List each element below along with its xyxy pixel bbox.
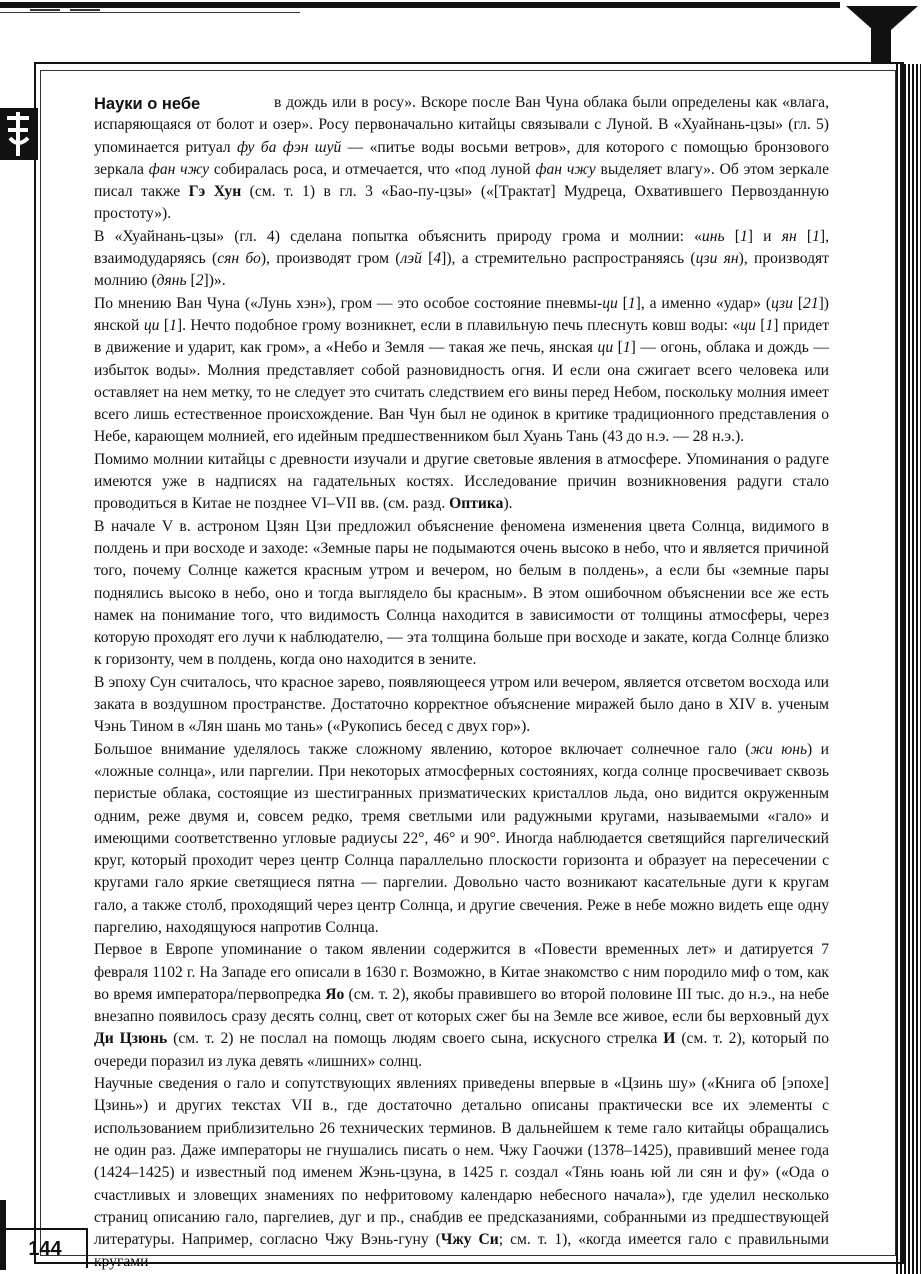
transliterated-term: фан чжу bbox=[148, 160, 210, 178]
text-run: — «питье воды восьми ветров», для которого с помощью бронзового зеркала bbox=[94, 138, 829, 178]
text-run: [ bbox=[792, 294, 804, 312]
text-run: ])». bbox=[203, 272, 226, 290]
text-run: Помимо молнии китайцы с древности изучали и другие световые явления в атмосфере. Упоминания о радуге имеются уже в надписях на гадательных костях. Исследование причин возникновения радуги стало проводиться в Китае не позднее VI–VII вв. (см. разд. bbox=[94, 450, 829, 513]
text-run: собиралась роса, и отмечается, что «под луной bbox=[209, 160, 536, 178]
transliterated-term: лэй bbox=[400, 250, 422, 268]
text-run: В «Хуайнань-цзы» (гл. 4) сделана попытка объяснить природу грома и молнии: « bbox=[94, 227, 702, 245]
text-run: (см. т. 2), якобы правившего во второй половине III тыс. до н.э., на небе внезапно появилось сразу десять солнц, свет от которых сжег бы на Земле все живое, если бы верховный дух bbox=[94, 985, 829, 1026]
corner-stem-ornament bbox=[871, 16, 891, 64]
top-dash bbox=[30, 9, 60, 11]
text-run: ]), а стремительно распространяясь ( bbox=[441, 250, 696, 268]
text-run: ] — огонь, облака и дождь — избыток воды». Молния представляет собой разновидность огня. И если она сжигает всего человека или оставляет на нем метку, то не следует это считать следствием его вины перед Небом, поскольку молния имеет всего лишь естественное происхождение. Ван Чун был не одинок в критике традиционного представления о Небе, карающем молнией, его идейным предшественником был Хуань Тань (43 до н.э. — 28 н.э.). bbox=[94, 339, 830, 446]
paragraph bbox=[94, 672, 829, 739]
text-run: [ bbox=[796, 227, 813, 245]
top-thin-rule bbox=[0, 12, 300, 13]
paragraph bbox=[94, 449, 829, 516]
paragraph bbox=[94, 92, 829, 226]
text-run: ]) янской bbox=[94, 294, 829, 334]
paragraph bbox=[94, 1073, 829, 1274]
cross-reference-term: Чжу Си bbox=[440, 1231, 499, 1249]
text-run: Первое в Европе упоминание о таком явлении содержится в «Повести временных лет» и датируется 7 февраля 1102 г. На Западе его описали в 1630 г. Возможно, в Китае знакомство с ним породило миф о том, как во время императора/первопредка bbox=[94, 941, 829, 1003]
transliterated-term: ци bbox=[602, 294, 618, 312]
transliterated-term: 1 bbox=[627, 294, 636, 312]
paragraph bbox=[94, 293, 829, 449]
cross-reference-term: И bbox=[663, 1030, 676, 1048]
transliterated-term: сян бо bbox=[217, 250, 261, 268]
cross-reference-term: Оптика bbox=[449, 495, 504, 513]
page-number: 144 bbox=[28, 1237, 62, 1260]
text-run: в дождь или в росу». Вскоре после Ван Чуна облака были определены как «влага, испаряющаяся от болот и озер». Росу первоначально китайцы связывали с Луной. В «Хуайнань-цзы» (гл. 5) упоминается ритуал bbox=[94, 94, 829, 156]
text-run: ]. Нечто подобное грому возникнет, если в плавильную печь плеснуть ковш воды: « bbox=[176, 316, 741, 334]
side-tab-glyph-icon bbox=[0, 108, 38, 160]
text-run: ; см. т. 1), «когда имеется гало с правильными кругами bbox=[94, 1231, 830, 1271]
transliterated-term: инь bbox=[701, 227, 725, 245]
text-run: [ bbox=[159, 316, 170, 334]
text-run: [ bbox=[613, 339, 623, 357]
text-run: ] придет в движение и ударит, как гром», а «Небо и Земля — такая же печь, янская bbox=[94, 316, 830, 357]
article-body bbox=[94, 92, 829, 1274]
transliterated-term: цзи ян bbox=[695, 250, 739, 268]
top-rule bbox=[0, 2, 840, 8]
text-run: выделяет влагу». Об этом зеркале писал также bbox=[94, 160, 830, 201]
transliterated-term: жи юнь bbox=[750, 740, 808, 758]
text-run: [ bbox=[617, 294, 628, 312]
text-run: ], взаимодударяясь ( bbox=[94, 227, 830, 268]
transliterated-term: фан чжу bbox=[535, 160, 596, 178]
cross-reference-term: Ди Цзюнь bbox=[94, 1030, 168, 1048]
cross-reference-term: Гэ Хун bbox=[188, 183, 242, 201]
transliterated-term: 1 bbox=[169, 316, 177, 334]
transliterated-term: 1 bbox=[812, 227, 820, 245]
transliterated-term: 21 bbox=[803, 294, 819, 312]
transliterated-term: дянь bbox=[156, 272, 187, 290]
text-run: ], а именно «удар» ( bbox=[635, 294, 772, 312]
text-run: ), производят молнию ( bbox=[94, 250, 829, 290]
transliterated-term: 4 bbox=[433, 250, 442, 268]
transliterated-term: 1 bbox=[765, 316, 774, 334]
text-run: По мнению Ван Чуна («Лунь хэн»), гром — это особое состояние пневмы- bbox=[94, 294, 603, 312]
paragraph bbox=[94, 939, 829, 1073]
text-run: В эпоху Сун считалось, что красное зарево, появляющееся утром или вечером, является отсветом восхода или заката в воздушном пространстве. Достаточно корректное объяснение миражей было дано в XIV в. ученым Чэнь Тином в «Лян шань мо тань» («Рукопись бесед с двух гор»). bbox=[94, 673, 829, 736]
text-run: ), производят гром ( bbox=[260, 250, 401, 268]
transliterated-term: ци bbox=[143, 316, 160, 334]
paragraph bbox=[94, 516, 829, 672]
text-run: Научные сведения о гало и сопутствующих явлениях приведены впервые в «Цзинь шу» («Книга об [эпохе] Цзинь») и других текстах VII в., где достаточно детально описаны практически все их элементы с использованием приблизительно 26 технических терминов. В дальнейшем к теме гало китайцы обращались не один раз. Даже императоры не гнушались писать о нем. Чжу Гаочжи (1378–1425), правивший менее года (1424–1425) и известный под именем Жэнь-цзуна, в 1425 г. создал «Тянь юань юй ли сян и фу» («Ода о счастливых и зловещих знамениях по нефритовому календарю небесного начала»), где уделил несколько страниц описанию гало, паргелиев, дуг и пр., снабдив ее предсказаниями, собранными из предшествующей литературы. Например, согласно Чжу Вэнь-гуну ( bbox=[94, 1075, 829, 1249]
top-dash bbox=[70, 9, 100, 11]
section-title: Науки о небе bbox=[94, 95, 201, 113]
paragraph bbox=[94, 739, 829, 940]
text-run: (см. т. 1) в гл. 3 «Бао-пу-цзы» («[Трактат] Мудреца, Охватившего Первозданную простоту»). bbox=[94, 183, 829, 223]
cross-reference-term: Яо bbox=[325, 985, 345, 1003]
transliterated-term: цзи bbox=[771, 294, 793, 312]
transliterated-term: 1 bbox=[739, 227, 748, 245]
text-run: (см. т. 2) не послал на помощь людям своего сына, искусного стрелка bbox=[167, 1030, 664, 1048]
text-run: Большое внимание уделялось также сложному явлению, которое включает солнечное гало ( bbox=[94, 740, 751, 758]
page-number-rule bbox=[0, 1228, 88, 1230]
text-run: ) и «ложные солнца», или паргелии. При некоторых атмосферных состояниях, когда солнце просвечивает сквозь перистые облака, состоящие из шестигранных призматических кристаллов льда, оно видится окруженным одним, реже двумя и, совсем редко, тремя светлыми или радужными кругами, называемыми «гало» и имеющими соответственно угловые радиусы 22°, 46° и 90°. Иногда наблюдается светящийся паргелический круг, который проходит через центр Солнца параллельно плоскости горизонта и образует на пересечении с кругами гало яркие светящиеся пятна — паргелии. Довольно часто возникают касательные дуги к кругам гало, а также столб, проходящий через центр Солнца, и другие свечения. Реже в небе можно видеть еще одну паргелию, находящуюся напротив Солнца. bbox=[94, 740, 830, 936]
text-run: [ bbox=[186, 272, 196, 290]
paragraph bbox=[94, 226, 829, 293]
text-run: ). bbox=[503, 495, 513, 513]
transliterated-term: ци bbox=[740, 316, 756, 334]
text-run: [ bbox=[724, 227, 740, 245]
text-run: ] и bbox=[747, 227, 782, 245]
transliterated-term: ян bbox=[781, 227, 797, 245]
text-run: В начале V в. астроном Цзян Цзи предложил объяснение феномена изменения цвета Солнца, видимого в полдень и при восходе и заходе: «Земные пары не подымаются очень высоко в небо, что и является причиной того, почему Солнце кажется красным утром и вечером, но белым в полдень», а если бы «земные пары поднялись высоко в небо, оно и тогда выглядело бы красным». В этом ошибочном объяснении все же есть намек на понимание того, что видимость Солнца находится в зависимости от толщины атмосферы, через которую проходят его лучи к наблюдателю, — эта толщина больше при восходе и закате, когда Солнце близко к горизонту, чем в полдень, когда оно находится в зените. bbox=[94, 517, 829, 669]
text-run: [ bbox=[755, 316, 766, 334]
transliterated-term: 1 bbox=[622, 339, 631, 357]
transliterated-term: 2 bbox=[195, 272, 204, 290]
transliterated-term: ци bbox=[597, 339, 614, 357]
text-run: [ bbox=[421, 250, 434, 268]
text-run: (см. т. 2), который по очереди поразил из лука девять «лишних» солнц. bbox=[94, 1030, 830, 1070]
transliterated-term: фу ба фэн шуй bbox=[237, 138, 342, 156]
